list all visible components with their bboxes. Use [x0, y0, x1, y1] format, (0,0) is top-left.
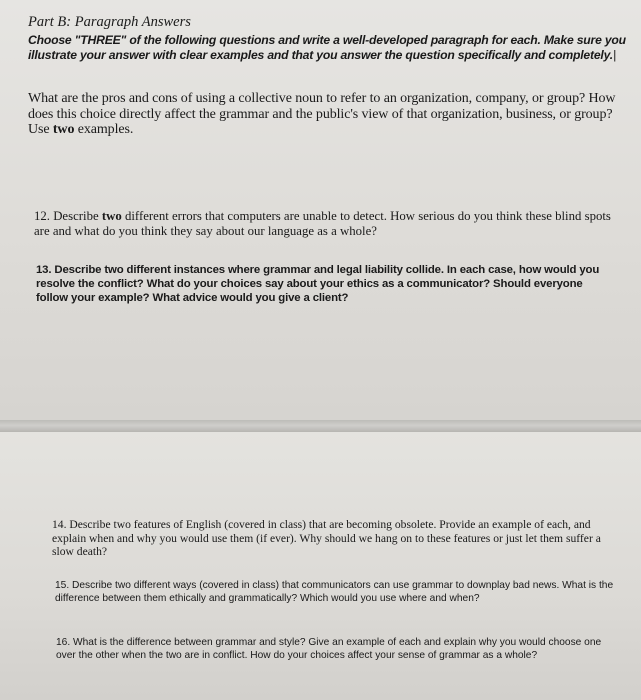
q12-rest: different errors that computers are unable to detect. How serious do you think these blind spots are and what do you think they say about our language as a whole?: [34, 209, 611, 238]
q12-lead: 12. Describe: [34, 209, 102, 223]
question-13: 13. Describe two different instances where grammar and legal liability collide. In each case, how would you resolve the conflict? What do your choices say about your ethics as a communicator? Should everyone follow your example? What advice would you give a client?: [36, 264, 600, 304]
page-fold: [0, 420, 641, 432]
part-b-instructions: [28, 33, 628, 62]
prompt-emphasis: two: [52, 122, 75, 137]
question-16: 16. What is the difference between grammar and style? Give an example of each and explain why you would choose one over the other when the two are in conflict. How do your choices affect your sense of grammar as a whole?: [56, 637, 602, 661]
question-12: [34, 209, 614, 239]
collective-noun-prompt: [28, 91, 618, 138]
text-cursor: |: [612, 47, 616, 62]
question-15: 15. Describe two different ways (covered in class) that communicators can use grammar to downplay bad news. What is the difference between them ethically and grammatically? Which would you use where and when?: [55, 580, 614, 604]
question-14: 14. Describe two features of English (covered in class) that are becoming obsolete. Provide an example of each, and explain when and why you would use them (if ever). Why should we hang on to these features or just let them suffer a slow death?: [52, 518, 601, 559]
instructions-text: Choose "THREE" of the following questions and write a well-developed paragraph for each. Make sure you illustrate your answer with clear examples and that you answer the question specifically and completely.: [28, 33, 626, 62]
part-b-title: Part B: Paragraph Answers: [28, 14, 191, 30]
q12-emphasis: two: [101, 209, 122, 223]
prompt-tail: examples.: [74, 122, 134, 137]
prompt-text: What are the pros and cons of using a collective noun to refer to an organization, company, or group? How does this choice directly affect the grammar and the public's view of that organization, business, or group? Use: [28, 91, 616, 137]
